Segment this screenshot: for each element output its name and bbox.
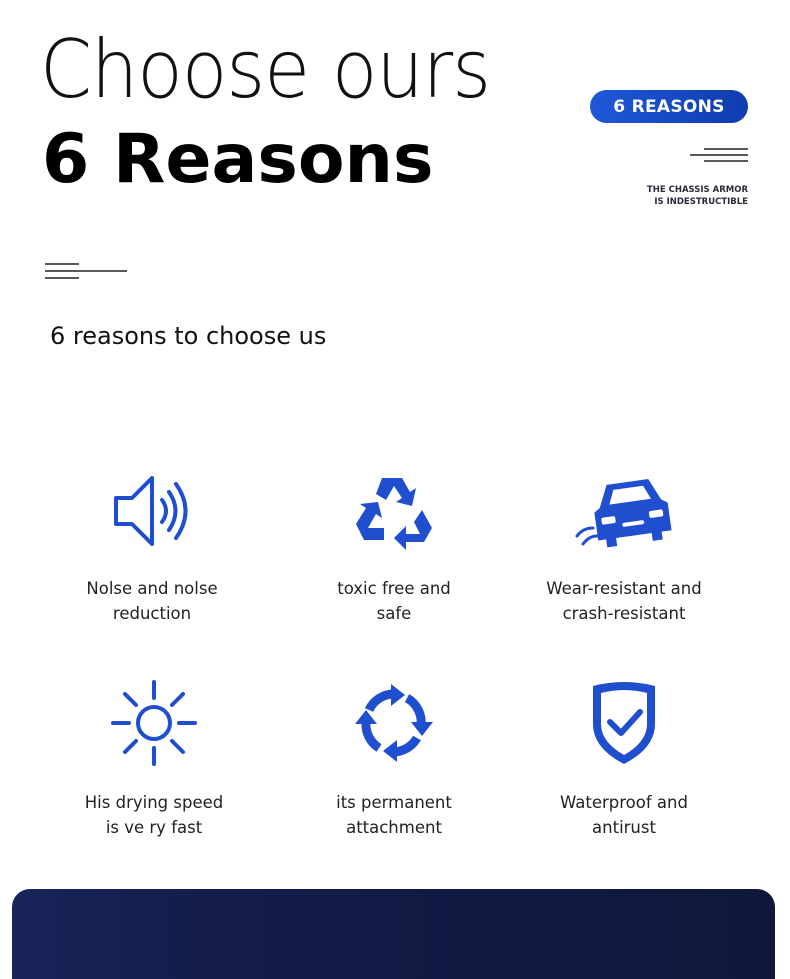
feature-toxic-free [284,470,504,626]
feature-caption-line-2: antirust [592,818,656,837]
tagline-line-2: IS INDESTRUCTIBLE [654,197,748,207]
decorative-lines-right-icon [690,147,750,165]
feature-wear-resistant [514,470,734,626]
feature-caption-line-1: toxic free and [337,579,451,598]
section-subtitle: 6 reasons to choose us [50,322,327,350]
feature-noise-reduction [42,470,262,626]
feature-caption-line-1: Waterproof and [560,793,688,812]
speaker-icon [102,470,202,552]
tagline [647,184,748,208]
title-bold: 6 Reasons [42,120,434,199]
car-crash-icon [569,470,679,552]
feature-waterproof [514,678,734,840]
feature-drying-speed [44,678,264,840]
tagline-line-1: THE CHASSIS ARMOR [646,185,748,195]
feature-caption-line-2: reduction [112,604,192,623]
feature-caption-line-2: attachment [346,818,442,837]
feature-caption-line-1: His drying speed [84,793,224,812]
reasons-badge: 6 REASONS [590,90,748,123]
feature-caption-line-1: its permanent [336,793,452,812]
shield-check-icon [579,678,669,768]
feature-caption-line-2: safe [376,604,412,623]
feature-caption-line-1: Wear-resistant and [546,579,702,598]
dark-footer-panel [12,889,775,979]
sun-icon [109,678,199,768]
refresh-cycle-icon [349,678,439,768]
decorative-lines-left-icon [45,262,129,282]
feature-caption-line-1: Nolse and nolse [86,579,218,598]
title-light: Choose ours [40,23,491,116]
feature-caption-line-2: crash-resistant [562,604,686,623]
recycle-icon [344,470,444,552]
feature-permanent-attachment [284,678,504,840]
feature-caption-line-2: is ve ry fast [105,818,203,837]
